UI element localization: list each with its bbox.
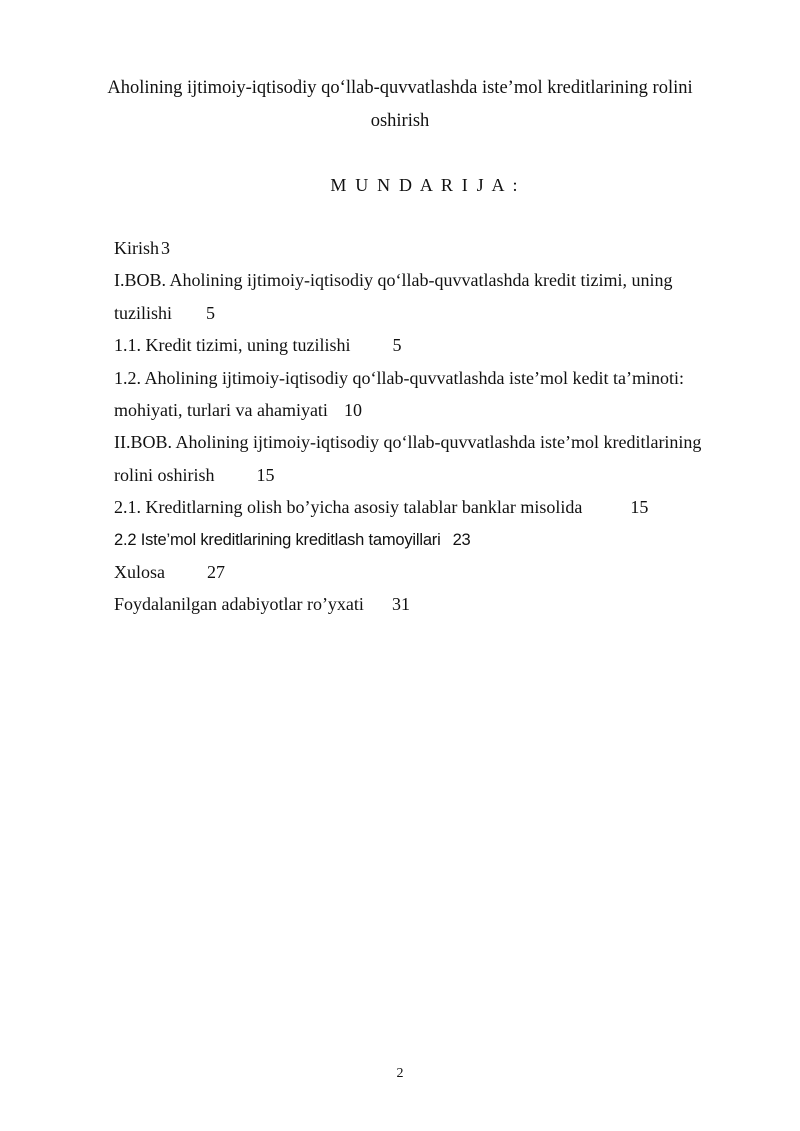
toc-entry-title: Xulosa (114, 562, 165, 583)
page-number: 2 (396, 1066, 404, 1081)
toc-entry-conclusion (114, 556, 744, 588)
toc-entry-references (114, 588, 744, 620)
contents-heading: M U N D A R I J A : (330, 175, 520, 195)
toc-entry-title: I.BOB. Aholining ijtimoiy-iqtisodiy qo‘llab-quvvatlashda kredit tizimi, uning tuzilishi (114, 270, 673, 323)
toc-entry-section-1-2 (114, 362, 744, 427)
toc-entry-page: 23 (452, 530, 471, 549)
toc-entry-title: 2.1. Kreditlarning olish bo’yicha asosiy talablar banklar misolida (114, 497, 583, 518)
toc-entry-title: II.BOB. Aholining ijtimoiy-iqtisodiy qo‘llab-quvvatlashda iste’mol kreditlarining rolini oshirish (114, 432, 702, 485)
toc-entry-section-1-1 (114, 329, 744, 361)
toc-entry-title: 1.1. Kredit tizimi, uning tuzilishi (114, 335, 351, 356)
toc-entry-page: 3 (161, 238, 170, 258)
toc-entry-title: 1.2. Aholining ijtimoiy-iqtisodiy qo‘llab-quvvatlashda iste’mol kedit ta’minoti: mohiyati, turlari va ahamiyati (114, 367, 684, 421)
toc-entry-section-2-2 (114, 524, 744, 556)
toc-entry-page: 15 (256, 464, 275, 485)
toc-entry-page: 15 (630, 497, 649, 518)
toc-entry-page: 10 (343, 400, 362, 421)
toc-entry-title: Kirish (114, 238, 159, 258)
toc-entry-page: 5 (206, 302, 215, 323)
toc-entry-page: 5 (392, 335, 402, 356)
toc-entry-page: 27 (207, 562, 225, 583)
toc-entry-section-2-1 (114, 491, 744, 523)
toc-entry-introduction (114, 232, 744, 264)
toc-entry-title: 2.2 Iste’mol kreditlarining kreditlash tamoyillari (114, 530, 441, 549)
toc-entry-page: 31 (391, 594, 410, 615)
document-title: Aholining ijtimoiy-iqtisodiy qo‘llab-quvvatlashda iste’mol kreditlarining rolini oshirish (107, 78, 693, 131)
table-of-contents (114, 232, 744, 621)
toc-entry-chapter-1 (114, 264, 744, 329)
toc-entry-chapter-2 (114, 426, 744, 491)
toc-entry-title: Foydalanilgan adabiyotlar ro’yxati (114, 594, 364, 615)
